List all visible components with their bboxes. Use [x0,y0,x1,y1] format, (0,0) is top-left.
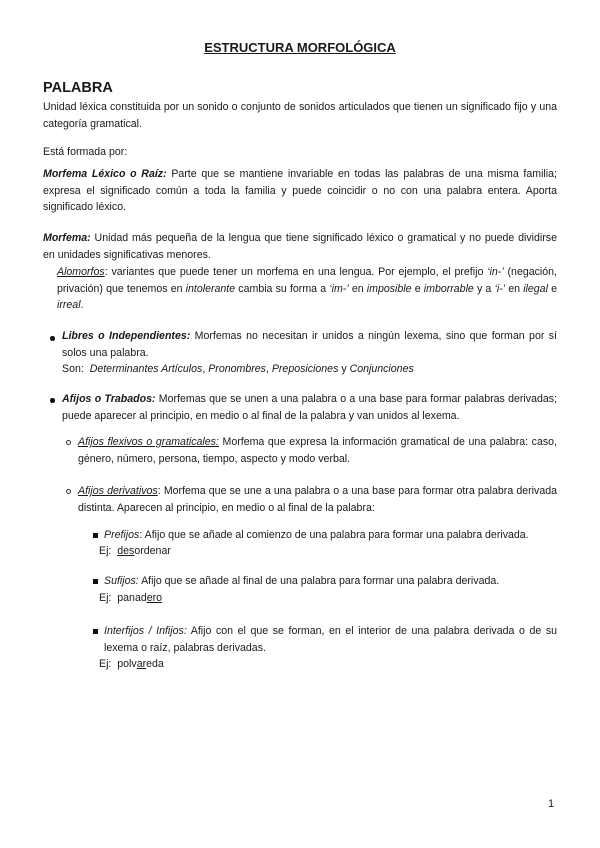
alomorfos-text: (negación, privación) que tenemos en [57,266,557,295]
lexema-text: Parte que se mantiene invariable en todas las palabras de una misma familia; expresa el significado común a toda la familia y puede coincidir o no con una palabra entera. Aporta significado léxico. [43,168,557,213]
prefijos-example [99,543,171,560]
lexema-term: Morfema Léxico o Raíz: [43,168,167,180]
example-word: intolerante [185,282,236,295]
example-label: Ej: [99,592,112,604]
libres-item: Conjunciones [349,363,414,375]
sufijos-term: Sufijos: [104,575,139,587]
morfema-text: Unidad más pequeña de la lengua que tiene significado léxico o gramatical y no puede dividirse en unidades significativas menores. [43,232,557,261]
palabra-definition: Unidad léxica constituida por un sonido o conjunto de sonidos articulados que tienen un significado fijo y una categoría gramatical. [43,101,557,130]
bullet-square-icon [93,579,98,584]
libres-item: Determinantes Artículos [89,363,203,375]
prefijos-text: : Afijo que se añade al comienzo de una palabra para formar una palabra derivada. [139,529,529,541]
alomorfos-text: cambia su forma a [235,282,330,295]
alomorfos-term: Alomorfos [57,266,105,278]
document-title: ESTRUCTURA MORFOLÓGICA [204,40,396,55]
interfijos-term: Interfijos / Infijos: [104,625,187,637]
bullet-square-icon [93,533,98,538]
prefijos-term: Prefijos [104,529,140,541]
flexivos-term: Afijos flexivos o gramaticales: [78,436,219,448]
libres-paragraph [62,328,557,361]
example-word: ilegal [523,282,548,295]
example-word: imposible [366,282,412,295]
libres-son-line [62,361,557,378]
separator: y [338,363,350,375]
example-rest: eda [146,658,164,670]
alomorfos-text: . [80,299,84,311]
interfijos-paragraph [104,623,557,656]
alomorfos-text: : variantes que puede tener un morfema en una lengua. Por ejemplo, el prefijo [104,266,488,278]
alomorfos-text: en [348,282,367,295]
libres-text: Morfemas no necesitan ir unidos a ningún lexema, sino que forman por sí solos una palabra. [62,330,557,359]
son-label: Son: [62,363,84,375]
bullet-dot-icon [50,336,55,341]
example-morpheme: ar [136,658,147,670]
example-morpheme: ero [146,592,163,604]
example-rest: ordenar [134,545,171,557]
bullet-circle-icon [66,489,71,494]
sufijos-paragraph [104,573,557,590]
separator: , [202,363,209,375]
lexema-paragraph [43,166,557,216]
morfema-paragraph [43,230,557,263]
bullet-circle-icon [66,440,71,445]
page-number: 1 [548,798,555,810]
afijos-paragraph [62,391,557,424]
interfijos-example [99,656,164,673]
afijos-text: Morfemas que se unen a una palabra o a una base para formar palabras derivadas; puede aparecer al principio, en medio o al final de la palabra y van unidos al lexema. [62,393,557,422]
example-label: Ej: [99,545,112,557]
prefijos-paragraph [104,527,557,544]
alomorfos-text: e [411,282,424,295]
example-rest: panad [117,592,147,604]
alomorfos-text: en [505,282,524,295]
flexivos-paragraph [78,434,557,467]
alomorfos-paragraph [57,264,557,314]
example-word: imborrable [423,282,474,295]
derivativos-paragraph [78,483,557,516]
sufijos-text: Afijo que se añade al final de una palabra para formar una palabra derivada. [138,575,500,587]
interfijos-text: Afijo con el que se forman, en el interior de una palabra derivada o de su lexema o raíz, palabras derivadas. [104,625,558,654]
example-morpheme: des [117,545,135,557]
morfema-term: Morfema: [43,232,91,244]
prefix-im: ‘im-’ [329,282,349,295]
derivativos-term: Afijos derivativos [78,485,158,497]
prefix-in: ‘in-’ [487,266,504,278]
afijos-term: Afijos o Trabados: [62,393,156,405]
section-heading-palabra: PALABRA [43,80,113,96]
alomorfos-text: y a [473,282,495,295]
sufijos-example [99,590,162,607]
alomorfos-text: e [547,282,557,295]
example-label: Ej: [99,658,112,670]
formed-by-text: Está formada por: [43,146,128,158]
libres-item: Preposiciones [271,363,339,375]
separator: , [265,363,272,375]
derivativos-text: : Morfema que se une a una palabra o a una base para formar otra palabra derivada distinta. Aparecen al principio, en medio o al final de la palabra: [78,485,558,514]
bullet-dot-icon [50,398,55,403]
bullet-square-icon [93,629,98,634]
libres-term: Libres o Independientes: [62,330,191,342]
prefix-i: ‘i-’ [494,282,506,295]
libres-item: Pronombres [208,363,266,375]
flexivos-text: Morfema que expresa la información gramatical de una palabra: caso, género, número, persona, tiempo, aspecto y modo verbal. [78,436,557,465]
example-rest: polv [117,658,137,670]
example-word: irreal [57,299,81,311]
